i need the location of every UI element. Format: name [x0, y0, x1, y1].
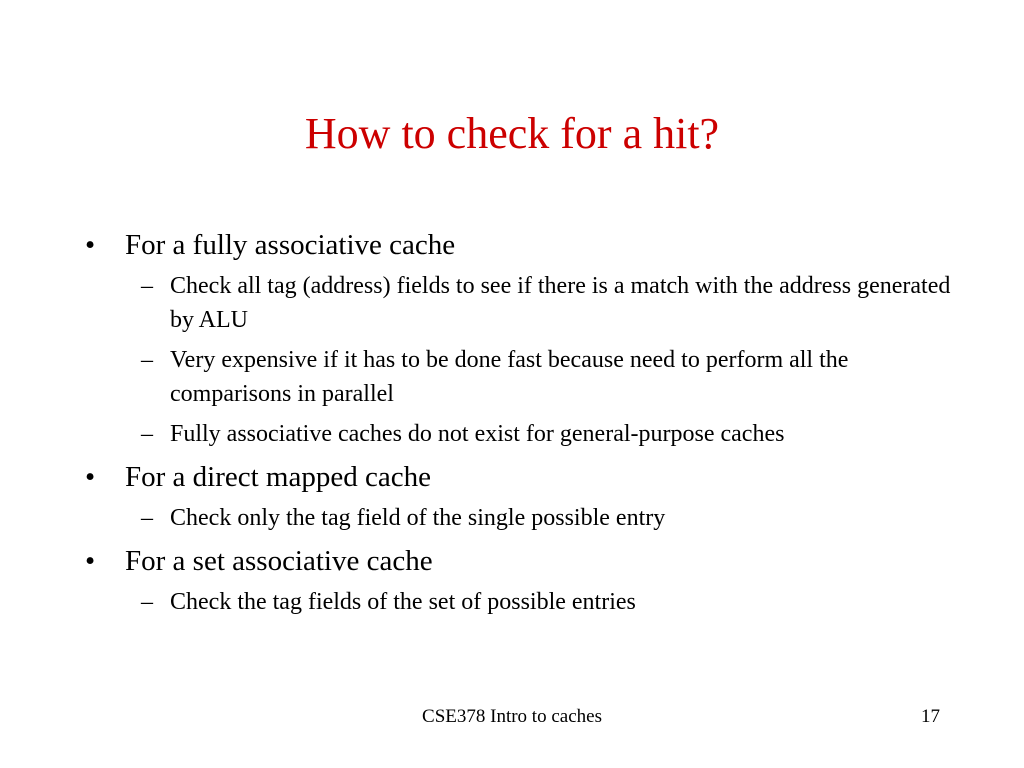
sub-bullet-text: Check all tag (address) fields to see if there is a match with the address generated by ALU	[170, 273, 951, 333]
bullet-text: For a fully associative cache	[125, 229, 456, 261]
dash-icon: –	[141, 347, 153, 373]
bullet-icon: •	[85, 229, 96, 261]
sub-bullet-text: Check only the tag field of the single possible entry	[170, 505, 666, 531]
bullet-text: For a set associative cache	[125, 545, 433, 577]
footer-page-number: 17	[921, 706, 940, 727]
sub-bullet-text: Fully associative caches do not exist for general-purpose caches	[170, 421, 785, 447]
slide-title: How to check for a hit?	[304, 109, 720, 158]
sub-bullet	[85, 343, 955, 411]
bullet-text: For a direct mapped cache	[125, 461, 431, 493]
bullet-fully-associative	[85, 228, 955, 263]
sub-bullet-text: Check the tag fields of the set of possible entries	[170, 589, 636, 615]
sub-bullet-text: Very expensive if it has to be done fast because need to perform all the comparisons in parallel	[170, 347, 849, 407]
dash-icon: –	[141, 505, 153, 531]
bullet-icon: •	[85, 545, 96, 577]
bullet-direct-mapped	[85, 460, 955, 495]
bullet-icon: •	[85, 461, 96, 493]
dash-icon: –	[141, 589, 153, 615]
sub-bullet	[85, 269, 955, 337]
footer-course: CSE378 Intro to caches	[422, 706, 602, 727]
dash-icon: –	[141, 421, 153, 447]
slide-body	[85, 228, 955, 619]
sub-bullet	[85, 417, 955, 451]
sub-bullet	[85, 501, 955, 535]
bullet-set-associative	[85, 544, 955, 579]
sub-bullet	[85, 585, 955, 619]
dash-icon: –	[141, 273, 153, 299]
